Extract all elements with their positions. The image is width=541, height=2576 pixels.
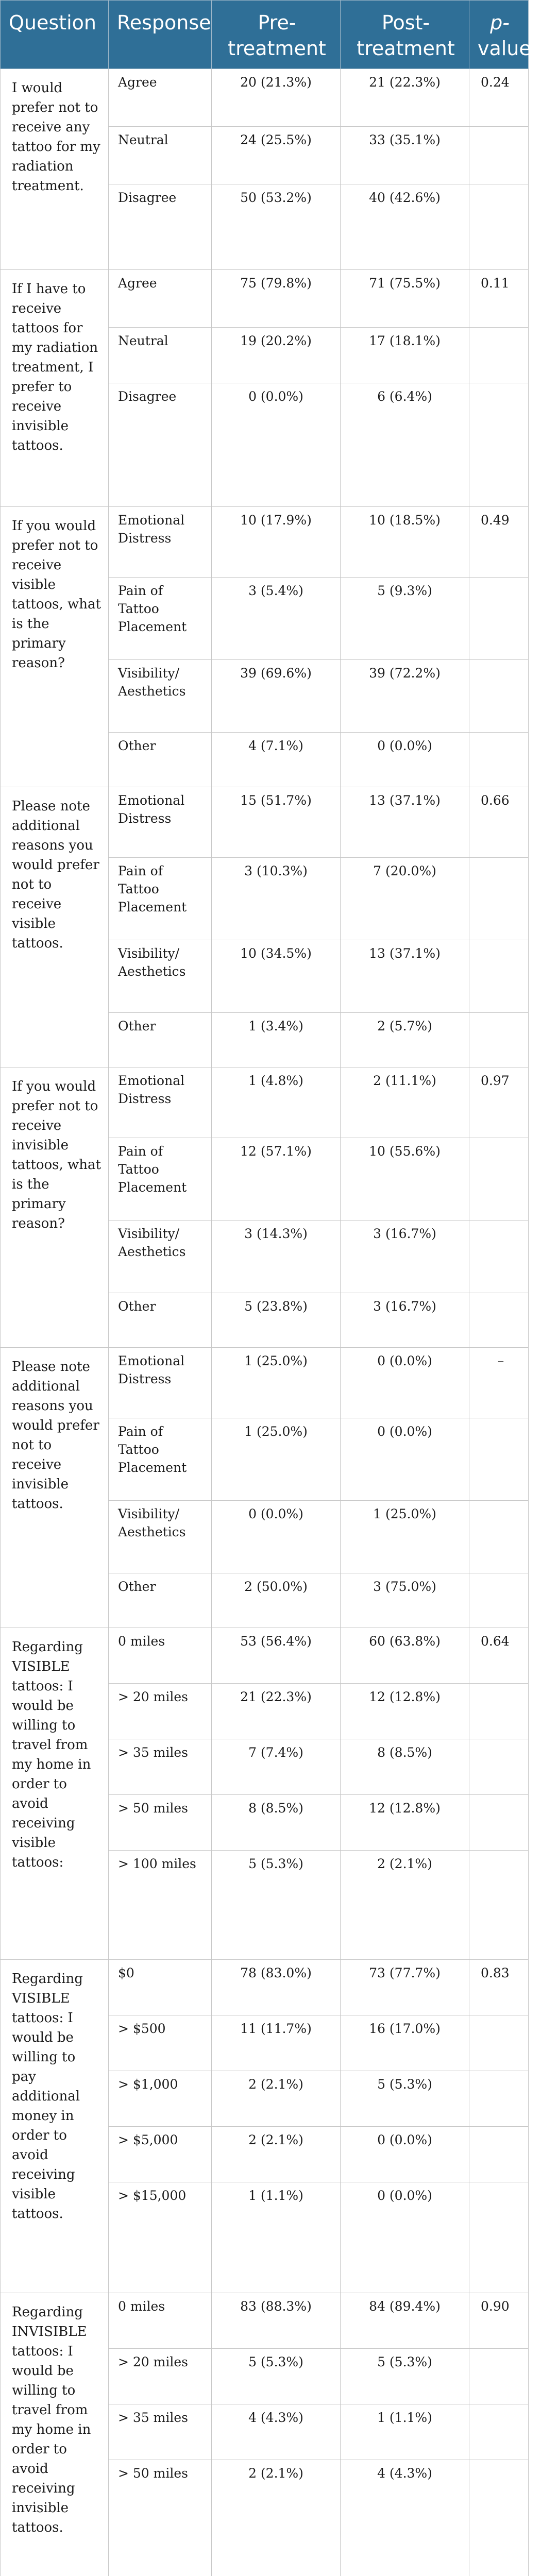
p-value-cell xyxy=(469,328,529,383)
pre-treatment-cell: 50 (53.2%) xyxy=(212,184,341,270)
p-value-cell: 0.90 xyxy=(469,2293,529,2349)
p-value-cell xyxy=(469,578,529,660)
table-row xyxy=(1,1067,529,1138)
p-value-cell: 0.24 xyxy=(469,69,529,127)
p-value-cell xyxy=(469,1501,529,1573)
table-body xyxy=(1,69,529,2576)
response-cell: Emotional Distress xyxy=(109,1348,212,1418)
post-treatment-cell: 3 (75.0%) xyxy=(341,1573,469,1628)
p-value-cell xyxy=(469,858,529,940)
response-cell: Disagree xyxy=(109,383,212,507)
post-treatment-cell: 5 (9.3%) xyxy=(341,578,469,660)
pre-treatment-cell: 24 (25.5%) xyxy=(212,127,341,184)
pre-treatment-cell: 4 (4.3%) xyxy=(212,2404,341,2460)
response-cell: Visibility/ Aesthetics xyxy=(109,1221,212,1293)
response-cell: Other xyxy=(109,733,212,787)
pre-treatment-cell: 2 (2.1%) xyxy=(212,2460,341,2576)
question-cell: Please note additional reasons you would prefer not to receive visible tattoos. xyxy=(1,787,109,1067)
pre-treatment-cell: 1 (4.8%) xyxy=(212,1067,341,1138)
post-treatment-cell: 0 (0.0%) xyxy=(341,733,469,787)
table-row xyxy=(1,787,529,858)
pre-treatment-cell: 12 (57.1%) xyxy=(212,1138,341,1221)
post-treatment-cell: 0 (0.0%) xyxy=(341,1418,469,1501)
p-value-cell: 0.97 xyxy=(469,1067,529,1138)
post-treatment-cell: 5 (5.3%) xyxy=(341,2071,469,2127)
table-row xyxy=(1,69,529,127)
pre-treatment-cell: 78 (83.0%) xyxy=(212,1960,341,2015)
post-treatment-cell: 6 (6.4%) xyxy=(341,383,469,507)
pre-treatment-cell: 19 (20.2%) xyxy=(212,328,341,383)
response-cell: > $15,000 xyxy=(109,2182,212,2293)
response-cell: Visibility/ Aesthetics xyxy=(109,940,212,1013)
p-value-cell xyxy=(469,1573,529,1628)
pre-treatment-cell: 1 (25.0%) xyxy=(212,1418,341,1501)
response-cell: Other xyxy=(109,1293,212,1348)
p-value-cell xyxy=(469,1013,529,1067)
table-row xyxy=(1,1628,529,1684)
response-cell: > 35 miles xyxy=(109,2404,212,2460)
p-value-cell xyxy=(469,1739,529,1795)
p-value-cell xyxy=(469,2460,529,2576)
response-cell: > 50 miles xyxy=(109,2460,212,2576)
response-cell: > 35 miles xyxy=(109,1739,212,1795)
table-row xyxy=(1,1348,529,1418)
response-cell: > 20 miles xyxy=(109,1684,212,1739)
post-treatment-cell: 33 (35.1%) xyxy=(341,127,469,184)
post-treatment-cell: 84 (89.4%) xyxy=(341,2293,469,2349)
pre-treatment-cell: 2 (50.0%) xyxy=(212,1573,341,1628)
post-treatment-cell: 1 (1.1%) xyxy=(341,2404,469,2460)
response-cell: Emotional Distress xyxy=(109,507,212,578)
response-cell: 0 miles xyxy=(109,1628,212,1684)
response-cell: Disagree xyxy=(109,184,212,270)
response-cell: Emotional Distress xyxy=(109,787,212,858)
post-treatment-cell: 17 (18.1%) xyxy=(341,328,469,383)
pre-treatment-cell: 1 (1.1%) xyxy=(212,2182,341,2293)
question-cell: Regarding INVISIBLE tattoos: I would be willing to travel from my home in order to avoid receiving invisible tattoos. xyxy=(1,2293,109,2576)
post-treatment-cell: 1 (25.0%) xyxy=(341,1501,469,1573)
question-cell: I would prefer not to receive any tattoo for my radiation treatment. xyxy=(1,69,109,270)
p-value-cell xyxy=(469,2349,529,2404)
pre-treatment-cell: 8 (8.5%) xyxy=(212,1795,341,1851)
response-cell: Agree xyxy=(109,270,212,328)
p-value-cell xyxy=(469,2182,529,2293)
response-cell: > $500 xyxy=(109,2015,212,2071)
post-treatment-cell: 12 (12.8%) xyxy=(341,1795,469,1851)
p-value-cell: 0.49 xyxy=(469,507,529,578)
question-cell: Please note additional reasons you would prefer not to receive invisible tattoos. xyxy=(1,1348,109,1628)
p-value-cell: – xyxy=(469,1348,529,1418)
post-treatment-cell: 3 (16.7%) xyxy=(341,1293,469,1348)
p-value-cell xyxy=(469,940,529,1013)
pre-treatment-cell: 10 (17.9%) xyxy=(212,507,341,578)
post-treatment-cell: 10 (55.6%) xyxy=(341,1138,469,1221)
post-treatment-cell: 39 (72.2%) xyxy=(341,660,469,733)
response-cell: Pain of Tattoo Placement xyxy=(109,1138,212,1221)
pre-treatment-cell: 3 (5.4%) xyxy=(212,578,341,660)
question-cell: Regarding VISIBLE tattoos: I would be willing to pay additional money in order to avoid receiving visible tattoos. xyxy=(1,1960,109,2293)
header-p-value: p- value* xyxy=(469,1,529,69)
pre-treatment-cell: 1 (3.4%) xyxy=(212,1013,341,1067)
p-value-cell xyxy=(469,2071,529,2127)
pre-treatment-cell: 53 (56.4%) xyxy=(212,1628,341,1684)
response-cell: Other xyxy=(109,1013,212,1067)
response-cell: Pain of Tattoo Placement xyxy=(109,1418,212,1501)
response-cell: Emotional Distress xyxy=(109,1067,212,1138)
p-value-cell: 0.64 xyxy=(469,1628,529,1684)
response-cell: Neutral xyxy=(109,127,212,184)
post-treatment-cell: 40 (42.6%) xyxy=(341,184,469,270)
table-row xyxy=(1,507,529,578)
table-row xyxy=(1,270,529,328)
p-value-cell xyxy=(469,1795,529,1851)
pre-treatment-cell: 11 (11.7%) xyxy=(212,2015,341,2071)
response-cell: Pain of Tattoo Placement xyxy=(109,858,212,940)
response-cell: Pain of Tattoo Placement xyxy=(109,578,212,660)
response-cell: Visibility/ Aesthetics xyxy=(109,1501,212,1573)
pre-treatment-cell: 83 (88.3%) xyxy=(212,2293,341,2349)
header-response: Response xyxy=(109,1,212,69)
question-cell: If you would prefer not to receive visible tattoos, what is the primary reason? xyxy=(1,507,109,787)
post-treatment-cell: 10 (18.5%) xyxy=(341,507,469,578)
post-treatment-cell: 13 (37.1%) xyxy=(341,787,469,858)
post-treatment-cell: 12 (12.8%) xyxy=(341,1684,469,1739)
pre-treatment-cell: 5 (5.3%) xyxy=(212,2349,341,2404)
p-value-cell xyxy=(469,2015,529,2071)
p-value-cell xyxy=(469,1851,529,1960)
p-value-cell: 0.83 xyxy=(469,1960,529,2015)
pre-treatment-cell: 5 (5.3%) xyxy=(212,1851,341,1960)
post-treatment-cell: 60 (63.8%) xyxy=(341,1628,469,1684)
p-value-cell xyxy=(469,184,529,270)
pre-treatment-cell: 1 (25.0%) xyxy=(212,1348,341,1418)
pre-treatment-cell: 21 (22.3%) xyxy=(212,1684,341,1739)
response-cell: Agree xyxy=(109,69,212,127)
header-question: Question xyxy=(1,1,109,69)
p-value-cell xyxy=(469,1138,529,1221)
pre-treatment-cell: 10 (34.5%) xyxy=(212,940,341,1013)
post-treatment-cell: 0 (0.0%) xyxy=(341,1348,469,1418)
post-treatment-cell: 73 (77.7%) xyxy=(341,1960,469,2015)
pre-treatment-cell: 39 (69.6%) xyxy=(212,660,341,733)
response-cell: > $1,000 xyxy=(109,2071,212,2127)
pre-treatment-cell: 15 (51.7%) xyxy=(212,787,341,858)
pre-treatment-cell: 7 (7.4%) xyxy=(212,1739,341,1795)
post-treatment-cell: 7 (20.0%) xyxy=(341,858,469,940)
response-cell: > $5,000 xyxy=(109,2127,212,2182)
post-treatment-cell: 71 (75.5%) xyxy=(341,270,469,328)
p-value-cell xyxy=(469,660,529,733)
table-row xyxy=(1,2293,529,2349)
p-value-cell: 0.66 xyxy=(469,787,529,858)
post-treatment-cell: 2 (2.1%) xyxy=(341,1851,469,1960)
post-treatment-cell: 4 (4.3%) xyxy=(341,2460,469,2576)
post-treatment-cell: 3 (16.7%) xyxy=(341,1221,469,1293)
pre-treatment-cell: 75 (79.8%) xyxy=(212,270,341,328)
p-value-cell xyxy=(469,1684,529,1739)
pre-treatment-cell: 4 (7.1%) xyxy=(212,733,341,787)
response-cell: Neutral xyxy=(109,328,212,383)
post-treatment-cell: 5 (5.3%) xyxy=(341,2349,469,2404)
response-cell: Other xyxy=(109,1573,212,1628)
p-value-cell: 0.11 xyxy=(469,270,529,328)
p-value-cell xyxy=(469,383,529,507)
pre-treatment-cell: 5 (23.8%) xyxy=(212,1293,341,1348)
post-treatment-cell: 0 (0.0%) xyxy=(341,2182,469,2293)
pre-treatment-cell: 20 (21.3%) xyxy=(212,69,341,127)
header-pre-treatment: Pre- treatment xyxy=(212,1,341,69)
pre-treatment-cell: 3 (10.3%) xyxy=(212,858,341,940)
post-treatment-cell: 21 (22.3%) xyxy=(341,69,469,127)
header-post-treatment: Post- treatment xyxy=(341,1,469,69)
p-value-cell xyxy=(469,1293,529,1348)
p-value-cell xyxy=(469,2127,529,2182)
post-treatment-cell: 0 (0.0%) xyxy=(341,2127,469,2182)
response-cell: > 100 miles xyxy=(109,1851,212,1960)
response-cell: $0 xyxy=(109,1960,212,2015)
table-header xyxy=(1,1,529,69)
post-treatment-cell: 8 (8.5%) xyxy=(341,1739,469,1795)
p-value-cell xyxy=(469,1418,529,1501)
post-treatment-cell: 13 (37.1%) xyxy=(341,940,469,1013)
post-treatment-cell: 2 (5.7%) xyxy=(341,1013,469,1067)
p-value-cell xyxy=(469,733,529,787)
p-value-cell xyxy=(469,127,529,184)
question-cell: If you would prefer not to receive invisible tattoos, what is the primary reason? xyxy=(1,1067,109,1348)
pre-treatment-cell: 2 (2.1%) xyxy=(212,2127,341,2182)
p-value-cell xyxy=(469,2404,529,2460)
post-treatment-cell: 2 (11.1%) xyxy=(341,1067,469,1138)
pre-treatment-cell: 3 (14.3%) xyxy=(212,1221,341,1293)
table-row xyxy=(1,1960,529,2015)
pre-treatment-cell: 0 (0.0%) xyxy=(212,383,341,507)
question-cell: Regarding VISIBLE tattoos: I would be willing to travel from my home in order to avoid receiving visible tattoos: xyxy=(1,1628,109,1960)
response-cell: > 50 miles xyxy=(109,1795,212,1851)
response-cell: Visibility/ Aesthetics xyxy=(109,660,212,733)
p-value-cell xyxy=(469,1221,529,1293)
question-cell: If I have to receive tattoos for my radiation treatment, I prefer to receive invisible tattoos. xyxy=(1,270,109,507)
response-cell: > 20 miles xyxy=(109,2349,212,2404)
pre-treatment-cell: 0 (0.0%) xyxy=(212,1501,341,1573)
response-cell: 0 miles xyxy=(109,2293,212,2349)
pre-treatment-cell: 2 (2.1%) xyxy=(212,2071,341,2127)
post-treatment-cell: 16 (17.0%) xyxy=(341,2015,469,2071)
